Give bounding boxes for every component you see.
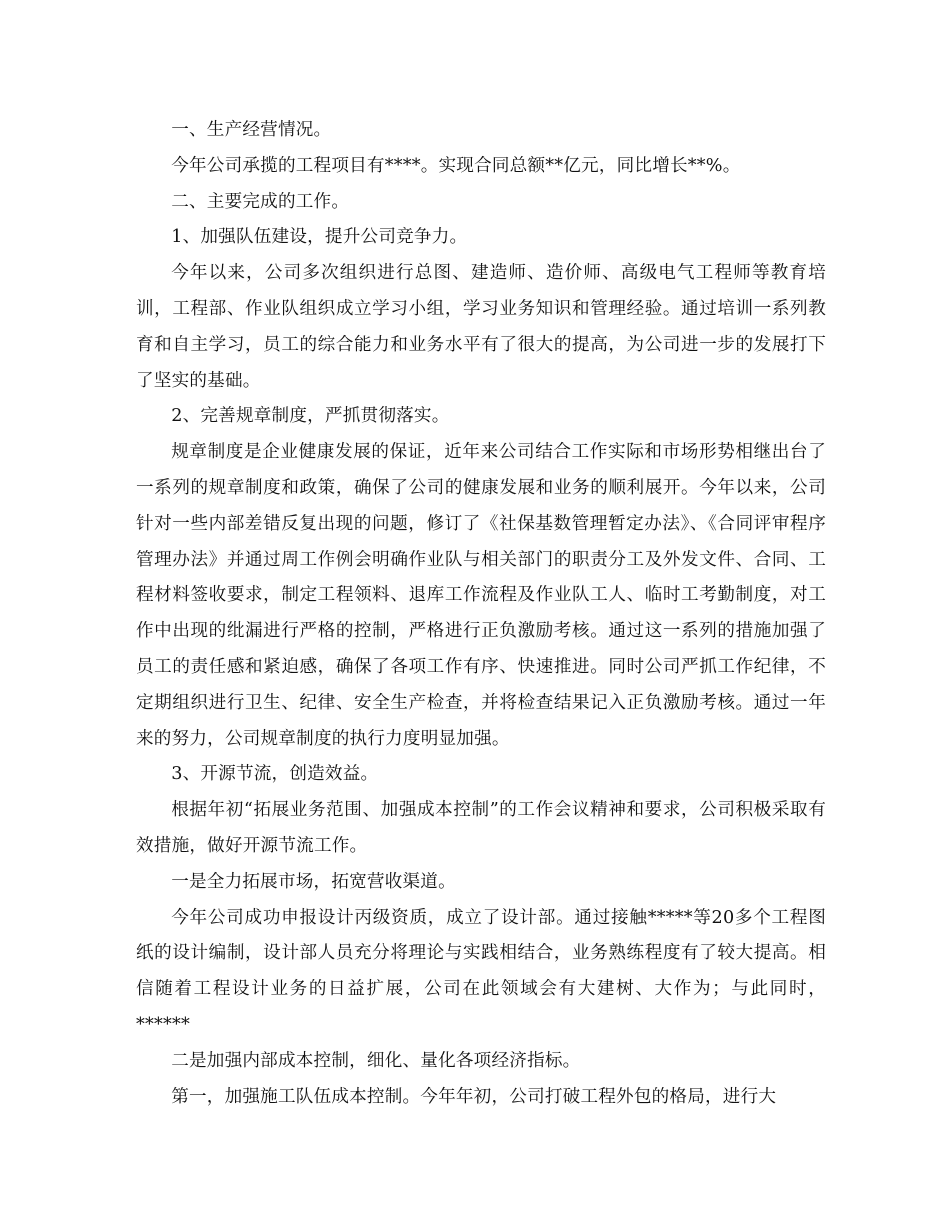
- subheading-cost-control: 二是加强内部成本控制，细化、量化各项经济指标。: [171, 1050, 581, 1071]
- paragraph-training: 今年以来，公司多次组织进行总图、建造师、造价师、高级电气工程师等教育培训，工程部、作业队组织成立学习小组，学习业务知识和管理经验。通过培训一系列教育和自主学习，员工的综合能力和业务水平有了很大的提高，为公司进一步的发展打下了坚实的基础。: [136, 263, 826, 391]
- document-body: [136, 113, 826, 1115]
- subheading-regulations: 2、完善规章制度，严抓贯彻落实。: [171, 406, 450, 427]
- paragraph-meeting-spirit: 根据年初“拓展业务范围、加强成本控制”的工作会议精神和要求，公司积极采取有效措施，做好开源节流工作。: [136, 800, 826, 856]
- subheading-cost-saving: 3、开源节流，创造效益。: [171, 764, 379, 785]
- subheading-market-expansion: 一是全力拓展市场，拓宽营收渠道。: [171, 871, 456, 892]
- paragraph-design-department: 今年公司成功申报设计丙级资质，成立了设计部。通过接触*****等20多个工程图纸的设计编制，设计部人员充分将理论与实践相结合，业务熟练程度有了较大提高。相信随着工程设计业务的日益扩展，公司在此领域会有大建树、大作为；与此同时，******: [136, 907, 826, 1035]
- paragraph-regulations: 规章制度是企业健康发展的保证，近年来公司结合工作实际和市场形势相继出台了一系列的规章制度和政策，确保了公司的健康发展和业务的顺利展开。今年以来，公司针对一些内部差错反复出现的问题，修订了《社保基数管理暂定办法》、《合同评审程序管理办法》并通过周工作例会明确作业队与相关部门的职责分工及外发文件、合同、工程材料签收要求，制定工程领料、退库工作流程及作业队工人、临时工考勤制度，对工作中出现的纰漏进行严格的控制，严格进行正负激励考核。通过这一系列的措施加强了员工的责任感和紧迫感，确保了各项工作有序、快速推进。同时公司严抓工作纪律，不定期组织进行卫生、纪律、安全生产检查，并将检查结果记入正负激励考核。通过一年来的努力，公司规章制度的执行力度明显加强。: [136, 442, 826, 749]
- paragraph-construction-team: 第一，加强施工队伍成本控制。今年年初，公司打破工程外包的格局，进行大: [171, 1086, 777, 1107]
- section-heading-main-work: 二、主要完成的工作。: [171, 191, 350, 212]
- section-heading-production: 一、生产经营情况。: [171, 120, 332, 140]
- paragraph-projects-summary: 今年公司承揽的工程项目有****。实现合同总额**亿元，同比增长**%。: [171, 155, 741, 176]
- subheading-team-building: 1、加强队伍建设，提升公司竞争力。: [171, 227, 468, 248]
